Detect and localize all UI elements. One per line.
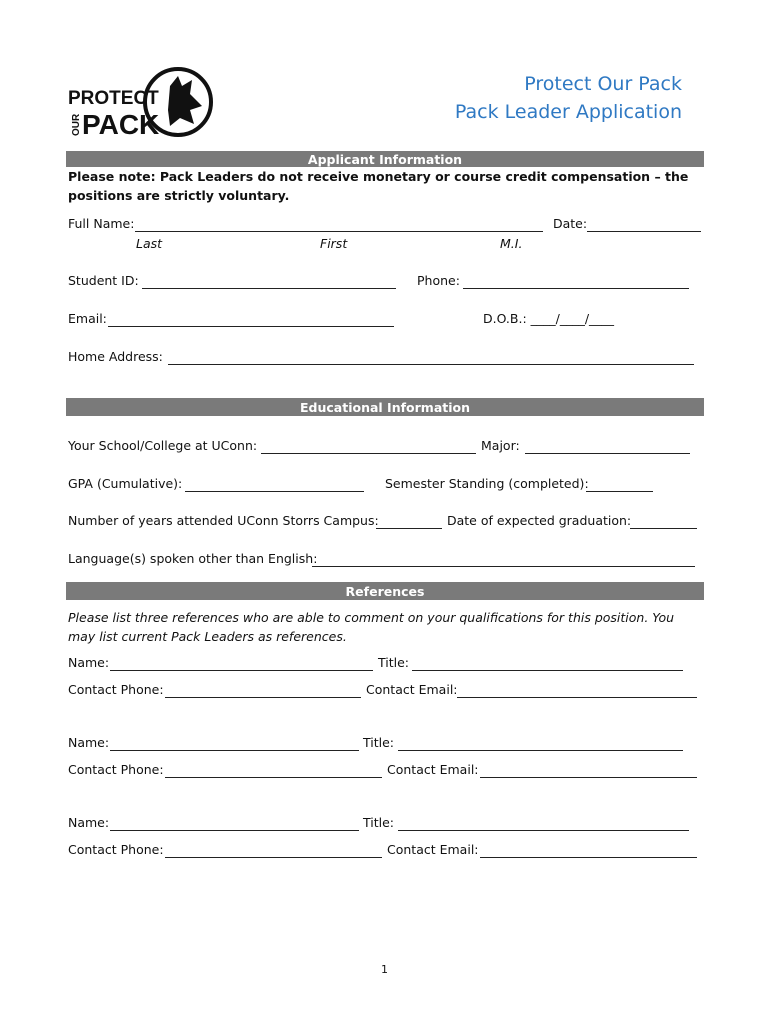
reference-3-name-field[interactable] (110, 830, 359, 831)
expected-graduation-label: Date of expected graduation: (447, 513, 632, 528)
reference-1-email-label: Contact Email: (366, 682, 458, 697)
date-label: Date: (553, 216, 588, 231)
applicant-information-heading: Applicant Information (66, 151, 704, 167)
reference-3-email-field[interactable] (480, 857, 697, 858)
student-id-field[interactable] (142, 288, 396, 289)
home-address-label: Home Address: (68, 349, 163, 364)
middle-initial-sublabel: M.I. (500, 236, 523, 251)
school-label: Your School/College at UConn: (68, 438, 258, 453)
major-field[interactable] (525, 453, 690, 454)
student-id-label: Student ID: (68, 273, 139, 288)
reference-2-email-field[interactable] (480, 777, 697, 778)
title-line-1: Protect Our Pack (524, 73, 682, 95)
educational-information-heading: Educational Information (66, 398, 704, 416)
email-label: Email: (68, 311, 107, 326)
full-name-label: Full Name: (68, 216, 135, 231)
reference-2-title-field[interactable] (398, 750, 683, 751)
years-attended-label: Number of years attended UConn Storrs Campus: (68, 513, 379, 528)
reference-1-title-label: Title: (378, 655, 409, 670)
email-field[interactable] (108, 326, 394, 327)
languages-label: Language(s) spoken other than English: (68, 551, 318, 566)
reference-2-phone-label: Contact Phone: (68, 762, 164, 777)
gpa-field[interactable] (185, 491, 364, 492)
years-attended-field[interactable] (376, 528, 442, 529)
semester-standing-field[interactable] (586, 491, 653, 492)
reference-2-title-label: Title: (363, 735, 394, 750)
reference-2-name-label: Name: (68, 735, 110, 750)
reference-1-email-field[interactable] (457, 697, 697, 698)
reference-1-phone-field[interactable] (165, 697, 361, 698)
compensation-note: Please note: Pack Leaders do not receive monetary or course credit compensation – the positions are strictly voluntary. (68, 169, 689, 203)
reference-2-phone-field[interactable] (165, 777, 382, 778)
phone-label: Phone: (417, 273, 460, 288)
gpa-label: GPA (Cumulative): (68, 476, 183, 491)
logo-text-pack: PACK (82, 109, 160, 138)
reference-1-name-field[interactable] (110, 670, 373, 671)
major-label: Major: (481, 438, 520, 453)
reference-3-phone-label: Contact Phone: (68, 842, 164, 857)
reference-2-email-label: Contact Email: (387, 762, 479, 777)
last-name-sublabel: Last (136, 236, 163, 251)
references-heading: References (66, 582, 704, 600)
logo-text-our: OUR (71, 113, 82, 136)
full-name-field[interactable] (135, 231, 543, 232)
first-name-sublabel: First (320, 236, 348, 251)
dob-field[interactable]: D.O.B.: ____/____/____ (483, 311, 615, 326)
expected-graduation-field[interactable] (630, 528, 697, 529)
references-instructions: Please list three references who are able to comment on your qualifications for this position. You may list current Pack Leaders as references. (68, 610, 675, 644)
semester-standing-label: Semester Standing (completed): (385, 476, 589, 491)
reference-1-name-label: Name: (68, 655, 110, 670)
reference-1-phone-label: Contact Phone: (68, 682, 164, 697)
languages-field[interactable] (312, 566, 695, 567)
logo-text-protect: PROTECT (68, 88, 159, 109)
date-field[interactable] (587, 231, 701, 232)
home-address-field[interactable] (168, 364, 694, 365)
school-field[interactable] (261, 453, 476, 454)
page-number: 1 (381, 963, 388, 976)
reference-3-phone-field[interactable] (165, 857, 382, 858)
reference-3-email-label: Contact Email: (387, 842, 479, 857)
reference-2-name-field[interactable] (110, 750, 359, 751)
phone-field[interactable] (463, 288, 689, 289)
reference-1-title-field[interactable] (412, 670, 683, 671)
protect-our-pack-logo (66, 66, 218, 138)
reference-3-title-field[interactable] (398, 830, 689, 831)
title-line-2: Pack Leader Application (454, 101, 682, 123)
reference-3-title-label: Title: (363, 815, 394, 830)
reference-3-name-label: Name: (68, 815, 110, 830)
